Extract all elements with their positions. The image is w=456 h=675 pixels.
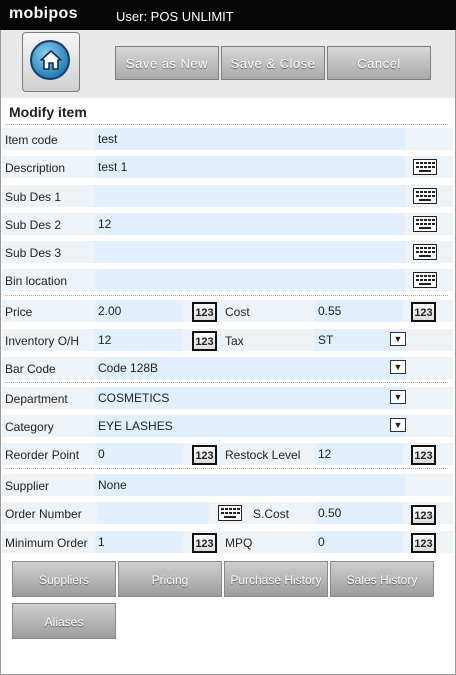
sales-history-button[interactable]: Sales History — [330, 561, 434, 597]
sub-des-3-field[interactable] — [95, 241, 405, 263]
cancel-button[interactable]: Cancel — [327, 46, 431, 80]
mpq-field[interactable]: 0 — [315, 531, 403, 553]
description-field[interactable]: test 1 — [95, 156, 405, 178]
cost-field[interactable]: 0.55 — [315, 300, 403, 322]
home-icon — [30, 40, 70, 80]
keyboard-key — [229, 508, 232, 510]
order-number-field[interactable] — [97, 502, 209, 524]
keyboard-key — [424, 279, 427, 281]
keyboard-key — [420, 275, 423, 277]
bar-code-select[interactable] — [95, 357, 406, 379]
user-label: User: POS UNLIMIT — [116, 9, 234, 24]
restock-level-label: Restock Level — [225, 448, 301, 462]
numpad-icon[interactable]: 123 — [192, 302, 217, 322]
top-bar — [0, 0, 456, 30]
keyboard-key — [428, 223, 431, 225]
keyboard-key — [432, 251, 435, 253]
category-value: EYE LASHES — [98, 419, 173, 433]
category-label: Category — [5, 420, 54, 434]
keyboard-key — [428, 279, 431, 281]
keyboard-key — [424, 191, 427, 193]
restock-level-field[interactable]: 12 — [315, 443, 403, 465]
keyboard-key — [428, 247, 431, 249]
inventory-label: Inventory O/H — [5, 334, 80, 348]
keyboard-key — [416, 223, 419, 225]
divider — [5, 382, 448, 383]
numpad-icon[interactable]: 123 — [192, 445, 217, 465]
inventory-field[interactable]: 12 — [95, 329, 183, 351]
keyboard-key — [432, 166, 435, 168]
item-code-field[interactable]: test — [95, 128, 405, 150]
divider — [5, 468, 448, 469]
home-button[interactable] — [22, 32, 80, 92]
keyboard-key — [416, 275, 419, 277]
keyboard-icon[interactable] — [413, 216, 437, 232]
numpad-icon[interactable]: 123 — [411, 445, 436, 465]
keyboard-key — [225, 512, 228, 514]
bin-location-label: Bin location — [5, 274, 68, 288]
sub-des-1-field[interactable] — [95, 185, 405, 207]
keyboard-key — [432, 219, 435, 221]
keyboard-icon[interactable] — [218, 505, 242, 521]
keyboard-key — [420, 191, 423, 193]
keyboard-key — [416, 191, 419, 193]
bin-location-field[interactable] — [95, 269, 405, 291]
keyboard-key — [424, 275, 427, 277]
keyboard-key — [420, 251, 423, 253]
keyboard-space — [419, 283, 431, 285]
keyboard-key — [424, 223, 427, 225]
keyboard-key — [416, 251, 419, 253]
save-close-button[interactable]: Save & Close — [221, 46, 325, 80]
chevron-down-icon: ▼ — [390, 332, 406, 346]
minimum-order-field[interactable]: 1 — [95, 531, 183, 553]
keyboard-space — [419, 227, 431, 229]
keyboard-key — [420, 247, 423, 249]
page-title: Modify item — [9, 104, 87, 120]
department-select[interactable] — [95, 387, 406, 409]
keyboard-key — [229, 512, 232, 514]
keyboard-key — [420, 166, 423, 168]
numpad-icon[interactable]: 123 — [411, 302, 436, 322]
aliases-button[interactable]: Aliases — [12, 603, 116, 639]
keyboard-key — [428, 191, 431, 193]
keyboard-key — [420, 162, 423, 164]
sub-des-3-label: Sub Des 3 — [5, 246, 62, 260]
divider — [5, 295, 448, 296]
supplier-label: Supplier — [5, 479, 50, 493]
keyboard-key — [428, 219, 431, 221]
price-field[interactable]: 2.00 — [95, 300, 183, 322]
keyboard-key — [432, 275, 435, 277]
tax-select[interactable] — [315, 329, 406, 351]
suppliers-button[interactable]: Suppliers — [12, 561, 116, 597]
reorder-point-label: Reorder Point — [5, 448, 80, 462]
s-cost-field[interactable]: 0.50 — [315, 502, 403, 524]
keyboard-icon[interactable] — [413, 244, 437, 260]
keyboard-key — [432, 195, 435, 197]
keyboard-key — [428, 166, 431, 168]
item-code-label: Item code — [5, 133, 58, 147]
price-label: Price — [5, 305, 33, 319]
supplier-field[interactable]: None — [95, 474, 405, 496]
tax-label: Tax — [225, 334, 244, 348]
numpad-icon[interactable]: 123 — [192, 331, 217, 351]
keyboard-icon[interactable] — [413, 159, 437, 175]
numpad-icon[interactable]: 123 — [411, 533, 436, 553]
chevron-down-icon: ▼ — [390, 360, 406, 374]
keyboard-space — [419, 255, 431, 257]
keyboard-key — [432, 223, 435, 225]
keyboard-key — [233, 512, 236, 514]
keyboard-icon[interactable] — [413, 272, 437, 288]
keyboard-key — [416, 166, 419, 168]
keyboard-key — [432, 191, 435, 193]
category-select[interactable] — [95, 415, 406, 437]
keyboard-space — [224, 516, 236, 518]
keyboard-key — [225, 508, 228, 510]
minimum-order-label: Minimum Order — [5, 536, 88, 550]
keyboard-key — [420, 219, 423, 221]
numpad-icon[interactable]: 123 — [411, 505, 436, 525]
bar-code-label: Bar Code — [5, 362, 56, 376]
keyboard-key — [432, 162, 435, 164]
sub-des-2-field[interactable]: 12 — [95, 213, 405, 235]
keyboard-icon[interactable] — [413, 188, 437, 204]
keyboard-key — [416, 279, 419, 281]
keyboard-key — [233, 508, 236, 510]
sub-des-1-label: Sub Des 1 — [5, 190, 62, 204]
department-value: COSMETICS — [98, 391, 170, 405]
keyboard-key — [428, 162, 431, 164]
keyboard-key — [428, 275, 431, 277]
app-logo: mobipos — [9, 5, 78, 22]
description-label: Description — [5, 161, 66, 175]
keyboard-key — [424, 195, 427, 197]
keyboard-key — [432, 247, 435, 249]
cost-label: Cost — [225, 305, 250, 319]
keyboard-key — [424, 166, 427, 168]
keyboard-key — [420, 223, 423, 225]
keyboard-key — [237, 508, 240, 510]
keyboard-key — [416, 247, 419, 249]
keyboard-key — [424, 162, 427, 164]
keyboard-key — [432, 279, 435, 281]
s-cost-label: S.Cost — [253, 507, 290, 521]
house-glyph — [39, 48, 63, 72]
keyboard-key — [237, 512, 240, 514]
order-number-label: Order Number — [5, 507, 82, 521]
department-label: Department — [5, 392, 68, 406]
keyboard-key — [416, 162, 419, 164]
keyboard-key — [221, 512, 224, 514]
mpq-label: MPQ — [225, 536, 253, 550]
pricing-button[interactable]: Pricing — [118, 561, 222, 597]
keyboard-key — [428, 251, 431, 253]
keyboard-key — [221, 508, 224, 510]
keyboard-key — [424, 251, 427, 253]
chevron-down-icon: ▼ — [390, 390, 406, 404]
bar-code-value: Code 128B — [98, 361, 159, 375]
keyboard-key — [416, 195, 419, 197]
keyboard-key — [424, 247, 427, 249]
keyboard-space — [419, 170, 431, 172]
keyboard-key — [428, 195, 431, 197]
keyboard-key — [424, 219, 427, 221]
keyboard-key — [416, 219, 419, 221]
sub-des-2-label: Sub Des 2 — [5, 218, 62, 232]
reorder-point-field[interactable]: 0 — [95, 443, 183, 465]
numpad-icon[interactable]: 123 — [192, 533, 217, 553]
save-as-new-button[interactable]: Save as New — [115, 46, 219, 80]
keyboard-space — [419, 199, 431, 201]
keyboard-key — [420, 195, 423, 197]
keyboard-key — [420, 279, 423, 281]
chevron-down-icon: ▼ — [390, 418, 406, 432]
tax-value: ST — [318, 333, 334, 347]
purchase-history-button[interactable]: Purchase History — [224, 561, 328, 597]
divider — [5, 124, 448, 125]
